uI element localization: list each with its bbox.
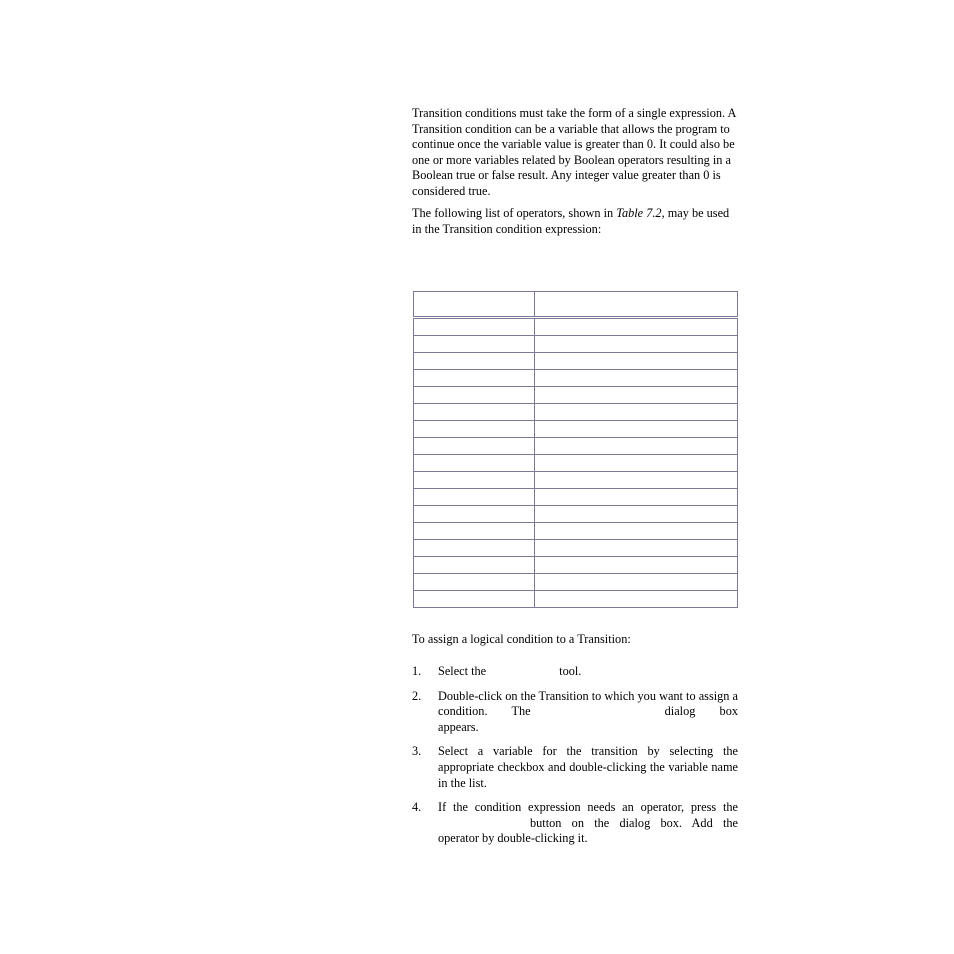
description-cell (535, 557, 738, 574)
operators-intro-text-end: , may be used in the Transition condition expression: (412, 206, 730, 236)
description-cell (535, 438, 738, 455)
description-cell (535, 574, 738, 591)
table-row (414, 318, 738, 336)
description-cell (535, 523, 738, 540)
operator-cell (414, 438, 535, 455)
table-reference: Table 7.2 (616, 206, 662, 220)
description-cell (535, 387, 738, 404)
operator-cell (414, 455, 535, 472)
table-row (414, 336, 738, 353)
operator-cell (414, 421, 535, 438)
step-text: Select a variable for the transition by selecting the appropriate checkbox and double-clicking the variable name in the list. (438, 744, 738, 790)
operator-cell (414, 336, 535, 353)
steps-list (412, 664, 738, 856)
operators-intro-text: The following list of operators, shown in (412, 206, 617, 220)
table-row (414, 472, 738, 489)
operator-cell (414, 404, 535, 421)
description-cell (535, 472, 738, 489)
step-number: 1. (412, 664, 422, 678)
header-cell-operator (414, 292, 535, 318)
description-cell (535, 591, 738, 608)
operator-cell (414, 506, 535, 523)
operators-intro-paragraph (412, 206, 738, 237)
description-cell (535, 421, 738, 438)
description-cell (535, 506, 738, 523)
operator-cell (414, 523, 535, 540)
assign-intro-paragraph: To assign a logical condition to a Transition: (412, 632, 631, 646)
operator-cell (414, 353, 535, 370)
intro-paragraph: Transition conditions must take the form of a single expression. A Transition condition can be a variable that allows the program to continue once the variable value is greater than 0. It could also be one or more variables related by Boolean operators resulting in a Boolean true or false result. Any integer value greater than 0 is considered true. (412, 106, 736, 198)
table-row (414, 455, 738, 472)
table-row (414, 404, 738, 421)
table-row (414, 574, 738, 591)
table-header-row (414, 292, 738, 318)
description-cell (535, 540, 738, 557)
step-text: dialog box appears. (438, 704, 738, 734)
table-row (414, 421, 738, 438)
step-2 (412, 689, 738, 736)
description-cell (535, 489, 738, 506)
table-row (414, 489, 738, 506)
operator-cell (414, 387, 535, 404)
table-row (414, 557, 738, 574)
operator-cell (414, 318, 535, 336)
operator-cell (414, 557, 535, 574)
table-row (414, 387, 738, 404)
table-row (414, 438, 738, 455)
description-cell (535, 370, 738, 387)
operator-cell (414, 591, 535, 608)
step-3 (412, 744, 738, 791)
operator-table (413, 291, 738, 608)
operator-cell (414, 540, 535, 557)
step-1 (412, 664, 738, 680)
step-number: 2. (412, 688, 422, 703)
description-cell (535, 318, 738, 336)
operator-cell (414, 472, 535, 489)
step-text: tool. (559, 664, 582, 678)
step-4 (412, 800, 738, 847)
header-cell-description (535, 292, 738, 318)
step-text: Double-click on the Transition to which you want to assign a condition. The (438, 688, 738, 719)
operator-cell (414, 574, 535, 591)
step-text: Select the (438, 664, 487, 678)
operator-cell (414, 370, 535, 387)
table-row (414, 353, 738, 370)
description-cell (535, 336, 738, 353)
table-row (414, 523, 738, 540)
description-cell (535, 455, 738, 472)
description-cell (535, 353, 738, 370)
table-row (414, 540, 738, 557)
table-row (414, 591, 738, 608)
step-number: 4. (412, 800, 422, 815)
description-cell (535, 404, 738, 421)
step-number: 3. (412, 744, 422, 759)
table-row (414, 506, 738, 523)
step-text: If the condition expression needs an operator, press the (438, 800, 738, 815)
table-row (414, 370, 738, 387)
step-text: button on the dialog box. Add the operator by double-clicking it. (438, 815, 738, 846)
operator-cell (414, 489, 535, 506)
